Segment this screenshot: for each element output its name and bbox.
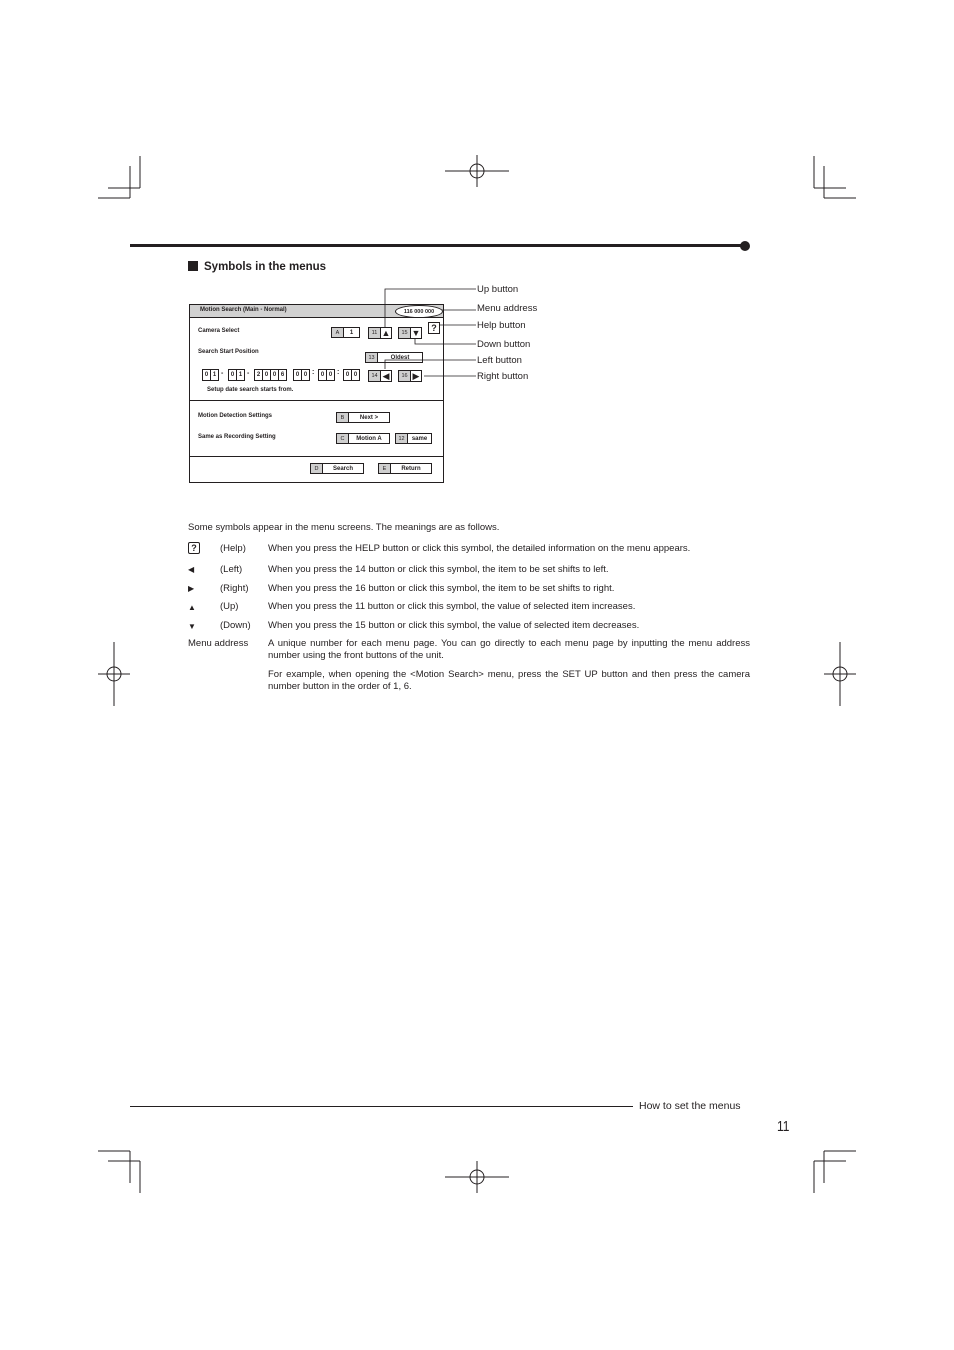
right-button[interactable]: 16 ▶ [398,370,422,382]
help-icon[interactable]: ? [428,322,440,334]
search-button[interactable]: D Search [310,463,364,474]
return-button[interactable]: E Return [378,463,432,474]
intro-text: Some symbols appear in the menu screens. The meanings are as follows. [188,522,500,533]
section-heading: Symbols in the menus [188,261,326,273]
down-button[interactable]: 15 ▼ [398,327,422,339]
next-button[interactable]: B Next > [336,412,390,423]
menu-title: Motion Search (Main - Normal) [200,307,287,313]
left-button[interactable]: 14 ◀ [368,370,392,382]
up-arrow-icon: ▲ [188,603,196,612]
footer-rule [130,1106,633,1107]
callout-help-button: Help button [477,320,526,331]
time-field-hour[interactable]: 0 0 [293,369,310,381]
date-field-month[interactable]: 0 1 [202,369,219,381]
page-number: 11 [777,1118,790,1135]
callout-up-button: Up button [477,284,519,295]
callout-left-button: Left button [477,355,522,366]
time-field-second[interactable]: 0 0 [343,369,360,381]
same-recording-label: Same as Recording Setting [198,434,276,440]
right-arrow-icon: ▶ [412,370,420,381]
oldest-button[interactable]: 13 Oldest [365,352,423,363]
menu-screen-illustration: Motion Search (Main - Normal) 116 000 000 Camera Select A 1 11 ▲ 15 ▼ ? Search Start Position 13 Oldest 0 1 - 0 1 - 2 0 0 6 0 0 : 0 0 : 0 0 14 ◀ 16 ▶ Setup date search starts from. Motion Detection Settings B Next > Same as Recording Setting C Motion A 12 same D Search E Return [189,304,444,483]
menu-address-example: For example, when opening the <Motion Search> menu, press the SET UP button and then press the camera number button in the order of 1, 6. [268,669,750,692]
left-arrow-icon: ◀ [188,565,195,574]
right-arrow-icon: ▶ [188,584,195,593]
menu-address-desc: A unique number for each menu page. You can go directly to each menu page by inputting the menu address number using the front buttons of the unit. [268,638,750,661]
callout-down-button: Down button [477,339,531,350]
up-button[interactable]: 11 ▲ [368,327,392,339]
down-arrow-icon: ▼ [411,328,421,338]
search-start-label: Search Start Position [198,349,259,355]
date-field-day[interactable]: 0 1 [228,369,245,381]
camera-select-label: Camera Select [198,328,240,334]
footer-section-title: How to set the menus [639,1100,741,1112]
same-button[interactable]: 12 same [395,433,432,444]
down-arrow-icon: ▼ [188,622,196,631]
menu-address-oval: 116 000 000 [395,305,443,318]
menu-address-term: Menu address [188,638,249,649]
camera-select-button[interactable]: A 1 [331,327,360,338]
date-field-year[interactable]: 2 0 0 6 [254,369,287,381]
motion-select-button[interactable]: C Motion A [336,433,390,444]
motion-detection-label: Motion Detection Settings [198,413,272,419]
time-field-minute[interactable]: 0 0 [318,369,335,381]
setup-note: Setup date search starts from. [207,387,294,393]
callout-menu-address: Menu address [477,303,538,314]
left-arrow-icon: ◀ [382,370,390,381]
callout-right-button: Right button [477,371,529,382]
help-icon: ? [188,542,200,554]
up-arrow-icon: ▲ [381,328,391,338]
